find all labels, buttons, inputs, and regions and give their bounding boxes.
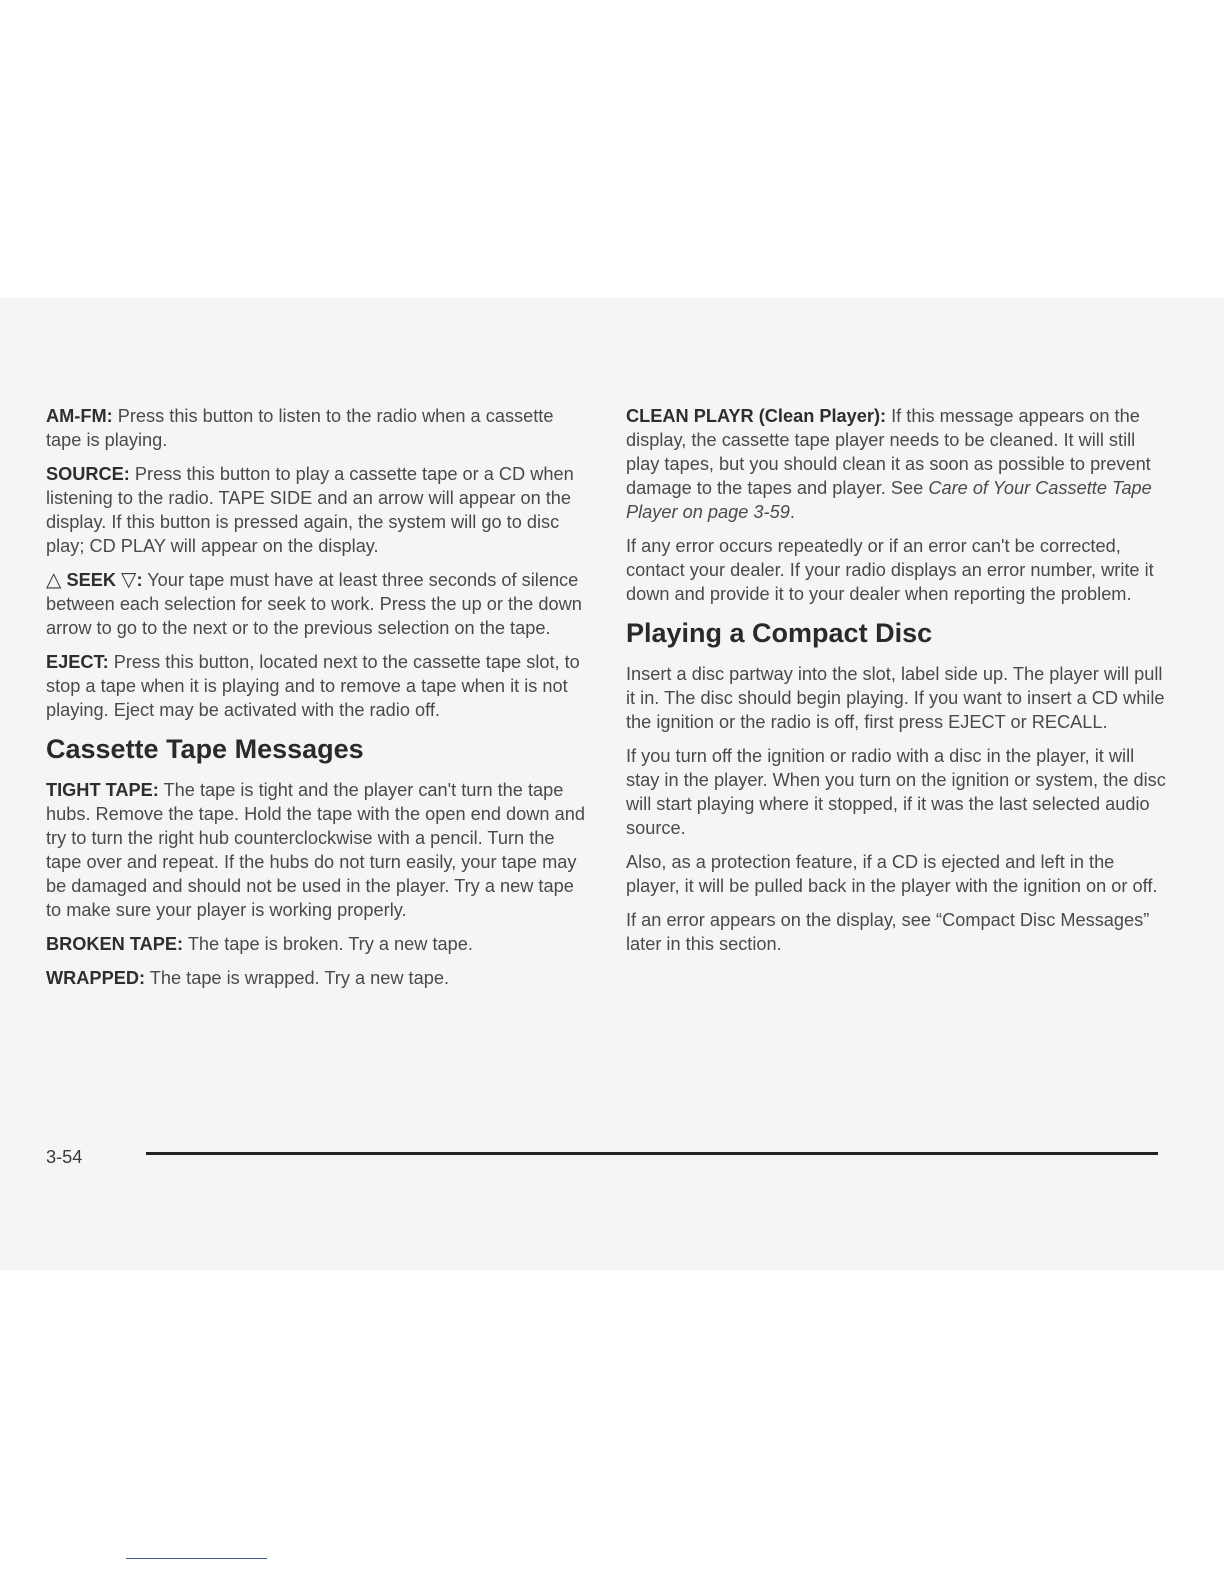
am-fm-paragraph [46, 404, 586, 452]
broken-tape-paragraph [46, 932, 586, 956]
left-column [46, 404, 586, 1000]
seek-text: Your tape must have at least three seconds of silence between each selection for seek to work. Press the up or the down arrow to go to the next or to the previous selection on the tape. [46, 570, 582, 638]
seek-colon: : [136, 570, 143, 590]
bottom-underline-mark [126, 1558, 267, 1559]
wrapped-label: WRAPPED: [46, 968, 146, 988]
seek-paragraph [46, 568, 586, 640]
wrapped-text: The tape is wrapped. Try a new tape. [145, 968, 450, 988]
broken-tape-text: The tape is broken. Try a new tape. [183, 934, 473, 954]
am-fm-label: AM-FM: [46, 406, 113, 426]
source-text: Press this button to play a cassette tape or a CD when listening to the radio. TAPE SIDE and an arrow will appear on the display. If this button is pressed again, the system will go to disc play; CD PLAY will appear on the display. [46, 464, 574, 556]
tight-tape-paragraph [46, 778, 586, 922]
cassette-care-reference-link[interactable]: Care of Your Cassette Tape Player on page 3-59 [626, 478, 1152, 522]
insert-disc-paragraph: Insert a disc partway into the slot, label side up. The player will pull it in. The disc should begin playing. If you want to insert a CD while the ignition or the radio is off, first press EJECT or RECALL. [626, 664, 1165, 732]
footer-rule [146, 1152, 1158, 1155]
broken-tape-label: BROKEN TAPE: [46, 934, 184, 954]
eject-label: EJECT: [46, 652, 109, 672]
right-column [626, 404, 1166, 966]
cassette-tape-messages-heading: Cassette Tape Messages [46, 734, 364, 764]
seek-up-arrow-icon: △ [46, 569, 62, 591]
eject-text: Press this button, located next to the cassette tape slot, to stop a tape when it is playing and to remove a tape when it is not playing. Eject may be activated with the radio off. [46, 652, 580, 720]
clean-player-text: If this message appears on the display, the cassette tape player needs to be cleaned. It will still play tapes, but you should clean it as soon as possible to prevent damage to the tapes and player. See [626, 406, 1151, 498]
seek-label: SEEK [66, 570, 116, 590]
am-fm-text: Press this button to listen to the radio when a cassette tape is playing. [46, 406, 554, 450]
tight-tape-text: The tape is tight and the player can't turn the tape hubs. Remove the tape. Hold the tape with the open end down and try to turn the right hub counterclockwise with a pencil. Turn the tape over and repeat. If the hubs do not turn easily, your tape may be damaged and should not be used in the player. Try a new tape to make sure your player is working properly. [46, 780, 585, 920]
clean-player-paragraph [626, 404, 1166, 524]
source-label: SOURCE: [46, 464, 130, 484]
source-paragraph [46, 462, 586, 558]
wrapped-paragraph [46, 966, 586, 990]
page-number: 3-54 [46, 1147, 83, 1167]
turn-off-paragraph: If you turn off the ignition or radio with a disc in the player, it will stay in the player. When you turn on the ignition or system, the disc will start playing where it stopped, if it was the last selected audio source. [626, 746, 1166, 838]
seek-down-arrow-icon: ▽ [121, 569, 137, 591]
clean-player-end: . [789, 502, 795, 522]
playing-compact-disc-heading: Playing a Compact Disc [626, 618, 933, 648]
eject-paragraph [46, 650, 586, 722]
protection-paragraph: Also, as a protection feature, if a CD is ejected and left in the player, it will be pulled back in the player with the ignition on or off. [626, 852, 1158, 896]
compact-disc-messages-paragraph: If an error appears on the display, see “Compact Disc Messages” later in this section. [626, 910, 1150, 954]
clean-player-label: CLEAN PLAYR (Clean Player): [626, 406, 887, 426]
error-paragraph: If any error occurs repeatedly or if an error can't be corrected, contact your dealer. If your radio displays an error number, write it down and provide it to your dealer when reporting the problem. [626, 536, 1154, 604]
page-footer [46, 1147, 1158, 1171]
tight-tape-label: TIGHT TAPE: [46, 780, 159, 800]
